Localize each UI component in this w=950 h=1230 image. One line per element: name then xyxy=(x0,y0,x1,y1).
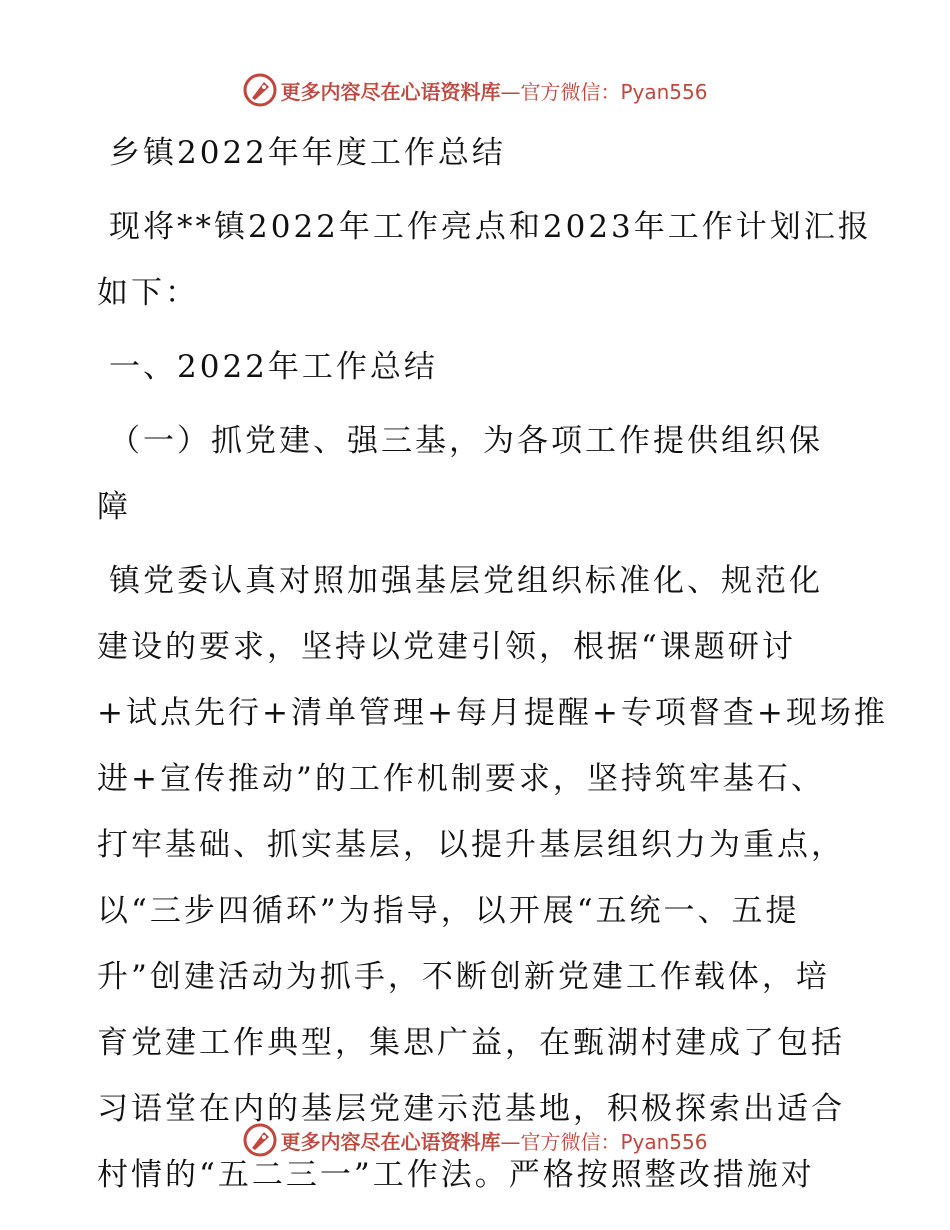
document-title: 乡镇2022年年度工作总结 xyxy=(109,135,506,171)
watermark-wechat: —官方微信：Pyan556 xyxy=(500,79,708,104)
paragraph-line-9: 习语堂在内的基层党建示范基地，积极探索出适合 xyxy=(97,1091,845,1127)
watermark-text: 更多内容尽在心语资料库 xyxy=(280,1129,501,1154)
paragraph-line-7: 升”创建活动为抓手，不断创新党建工作载体，培 xyxy=(97,959,830,995)
paragraph-line-2: 建设的要求，坚持以党建引领，根据“课题研讨 xyxy=(97,629,796,665)
intro-line-2: 如下： xyxy=(97,275,199,311)
paragraph-line-4: 进+宣传推动”的工作机制要求，坚持筑牢基石、 xyxy=(97,761,825,797)
paragraph-line-10: 村情的“五二三一”工作法。严格按照整改措施对 xyxy=(97,1157,815,1193)
subsection-line-2: 障 xyxy=(97,489,131,525)
paragraph-line-5: 打牢基础、抓实基层，以提升基层组织力为重点， xyxy=(97,827,845,863)
paragraph-line-3: +试点先行+清单管理+每月提醒+专项督查+现场推 xyxy=(97,695,888,731)
subsection-line-1: （一）抓党建、强三基，为各项工作提供组织保 xyxy=(109,423,823,459)
section-heading: 一、2022年工作总结 xyxy=(109,349,438,385)
paragraph-line-1: 镇党委认真对照加强基层党组织标准化、规范化 xyxy=(109,563,823,599)
paragraph-line-8: 育党建工作典型，集思广益，在甄湖村建成了包括 xyxy=(97,1025,845,1061)
pen-nib-logo-icon xyxy=(242,72,278,108)
watermark-wechat: —官方微信：Pyan556 xyxy=(500,1129,708,1154)
watermark-banner-bottom xyxy=(0,1118,950,1162)
document-body xyxy=(97,120,888,1208)
paragraph-line-6: 以“三步四循环”为指导，以开展“五统一、五提 xyxy=(97,893,800,929)
watermark-text: 更多内容尽在心语资料库 xyxy=(280,79,501,104)
pen-nib-logo-icon xyxy=(242,1122,278,1158)
intro-line-1: 现将**镇2022年工作亮点和2023年工作计划汇报 xyxy=(109,209,872,245)
watermark-banner-top xyxy=(0,68,950,112)
